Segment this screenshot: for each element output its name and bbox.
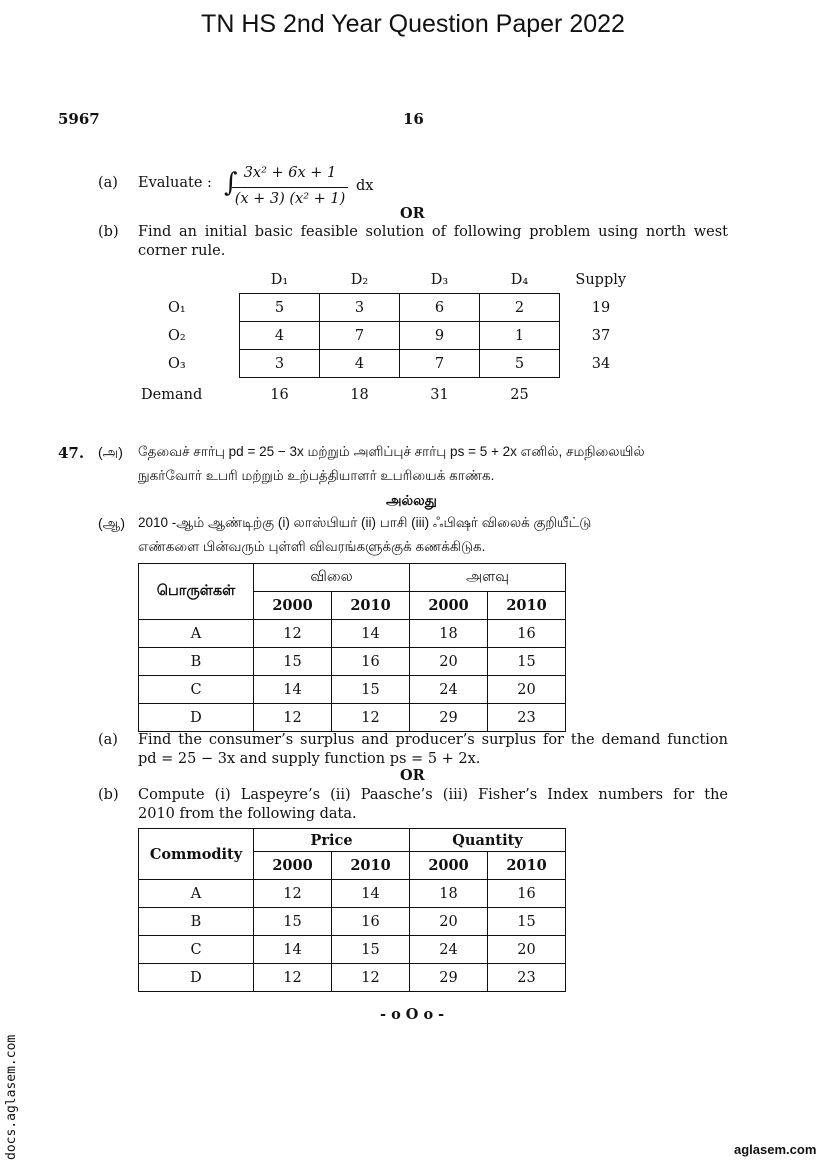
table-cell: 9 bbox=[400, 322, 480, 350]
table-cell: 29 bbox=[410, 964, 488, 992]
table-cell: 7 bbox=[400, 350, 480, 378]
table-cell: 20 bbox=[488, 936, 566, 964]
table-cell: 15 bbox=[254, 908, 332, 936]
table-cell: 29 bbox=[410, 704, 488, 732]
table-row bbox=[139, 908, 566, 936]
row-label: O₁ bbox=[168, 299, 186, 316]
table-header: Quantity bbox=[410, 829, 566, 852]
integral-denominator: (x + 3) (x² + 1) bbox=[234, 191, 346, 207]
table-cell: 20 bbox=[410, 648, 488, 676]
table-cell: 4 bbox=[320, 350, 400, 378]
demand-value: 18 bbox=[350, 386, 369, 403]
table-cell: 15 bbox=[254, 648, 332, 676]
table-cell: 12 bbox=[254, 620, 332, 648]
year-header: 2000 bbox=[410, 592, 488, 620]
table-cell: 15 bbox=[488, 908, 566, 936]
q47-en-a-label: (a) bbox=[98, 732, 118, 748]
col-header: D₂ bbox=[350, 271, 369, 288]
table-cell: 23 bbox=[488, 964, 566, 992]
table-row bbox=[139, 880, 566, 908]
demand-value: 25 bbox=[510, 386, 529, 403]
table-cell: 24 bbox=[410, 676, 488, 704]
site-link[interactable]: aglasem.com bbox=[734, 1142, 817, 1157]
table-cell: C bbox=[139, 936, 254, 964]
year-header: 2010 bbox=[332, 852, 410, 880]
table-header: Price bbox=[254, 829, 410, 852]
year-header: 2010 bbox=[488, 852, 566, 880]
table-cell: 4 bbox=[240, 322, 320, 350]
fraction-line bbox=[232, 187, 348, 188]
table-cell: 20 bbox=[410, 908, 488, 936]
table-cell: 12 bbox=[332, 964, 410, 992]
table-cell: 23 bbox=[488, 704, 566, 732]
q47-en-a-line: pd = 25 − 3x and supply function ps = 5 + 2x. bbox=[138, 751, 481, 767]
table-cell: 15 bbox=[488, 648, 566, 676]
table-cell: B bbox=[139, 908, 254, 936]
watermark-text: docs.aglasem.com bbox=[4, 1034, 19, 1160]
page-number: 16 bbox=[403, 110, 424, 128]
q47-ta-b-label: (ஆ) bbox=[98, 515, 126, 531]
table-cell: 14 bbox=[332, 620, 410, 648]
table-cell: 12 bbox=[254, 964, 332, 992]
table-cell: C bbox=[139, 676, 254, 704]
integral-numerator: 3x² + 6x + 1 bbox=[243, 165, 337, 181]
table-header: விலை bbox=[254, 564, 410, 592]
col-header: D₄ bbox=[510, 271, 529, 288]
supply-value: 37 bbox=[591, 327, 611, 344]
watermark bbox=[4, 1000, 34, 1160]
page-title: TN HS 2nd Year Question Paper 2022 bbox=[201, 10, 625, 38]
row-label: O₂ bbox=[168, 327, 186, 344]
table-row bbox=[139, 936, 566, 964]
row-label: O₃ bbox=[168, 355, 186, 372]
demand-row bbox=[140, 378, 642, 412]
transportation-table bbox=[140, 266, 642, 412]
table-cell: 6 bbox=[400, 294, 480, 322]
q47-en-b-label: (b) bbox=[98, 787, 119, 803]
table-cell: B bbox=[139, 648, 254, 676]
table-header: அளவு bbox=[410, 564, 566, 592]
table-cell: 12 bbox=[254, 704, 332, 732]
q47-ta-a-line: நுகர்வோர் உபரி மற்றும் உற்பத்தியாளர் உபரியைக் காண்க. bbox=[138, 468, 495, 483]
q47-en-b-line: 2010 from the following data. bbox=[138, 806, 357, 822]
or-divider-tamil: அல்லது bbox=[386, 492, 437, 508]
table-row bbox=[139, 964, 566, 992]
year-header: 2010 bbox=[332, 592, 410, 620]
table-cell: A bbox=[139, 620, 254, 648]
table-header: Commodity bbox=[139, 829, 254, 880]
table-row bbox=[139, 620, 566, 648]
year-header: 2000 bbox=[410, 852, 488, 880]
demand-value: 31 bbox=[430, 386, 449, 403]
q47-en-b-line: Compute (i) Laspeyre’s (ii) Paasche’s (iii) Fisher’s Index numbers for the bbox=[138, 787, 728, 803]
year-header: 2000 bbox=[254, 592, 332, 620]
table-cell: 5 bbox=[240, 294, 320, 322]
table-row bbox=[139, 648, 566, 676]
table-cell: 18 bbox=[410, 880, 488, 908]
table-row bbox=[140, 350, 642, 378]
integral-sign-icon: ∫ bbox=[224, 168, 238, 198]
table-cell: 16 bbox=[332, 908, 410, 936]
or-divider: OR bbox=[400, 767, 425, 784]
supply-header: Supply bbox=[575, 271, 627, 288]
table-cell: 15 bbox=[332, 676, 410, 704]
index-table-tamil bbox=[138, 563, 566, 732]
table-cell: 16 bbox=[488, 880, 566, 908]
col-header: D₁ bbox=[270, 271, 289, 288]
supply-value: 19 bbox=[591, 299, 611, 316]
col-header: D₃ bbox=[430, 271, 449, 288]
q47-en-a-line: Find the consumer’s surplus and producer’s surplus for the demand function bbox=[138, 732, 728, 748]
table-cell: D bbox=[139, 964, 254, 992]
table-row bbox=[140, 322, 642, 350]
end-mark: - o O o - bbox=[380, 1006, 445, 1023]
q47-ta-a-label: (அ) bbox=[98, 444, 123, 460]
q46-b-line: Find an initial basic feasible solution of following problem using north west bbox=[138, 224, 728, 240]
question-paper-code: 5967 bbox=[58, 110, 100, 128]
question-number: 47. bbox=[58, 444, 85, 462]
table-cell: 20 bbox=[488, 676, 566, 704]
demand-label: Demand bbox=[141, 386, 203, 403]
demand-value: 16 bbox=[270, 386, 289, 403]
table-cell: 5 bbox=[480, 350, 560, 378]
year-header: 2010 bbox=[488, 592, 566, 620]
table-cell: 3 bbox=[320, 294, 400, 322]
integral-dx: dx bbox=[356, 178, 374, 194]
table-cell: 2 bbox=[480, 294, 560, 322]
table-header: பொருள்கள் bbox=[139, 564, 254, 620]
q46-a-label: (a) bbox=[98, 175, 118, 191]
q47-ta-b-line: எண்களை பின்வரும் புள்ளி விவரங்களுக்குக் கணக்கிடுக. bbox=[138, 539, 486, 554]
table-row bbox=[140, 294, 642, 322]
or-divider: OR bbox=[400, 205, 425, 222]
table-cell: 16 bbox=[332, 648, 410, 676]
table-cell: 7 bbox=[320, 322, 400, 350]
q46-a-text: Evaluate : bbox=[138, 175, 212, 191]
table-cell: 3 bbox=[240, 350, 320, 378]
supply-value: 34 bbox=[591, 355, 611, 372]
table-cell: 24 bbox=[410, 936, 488, 964]
table-cell: 14 bbox=[332, 880, 410, 908]
table-cell: 14 bbox=[254, 676, 332, 704]
table-cell: 1 bbox=[480, 322, 560, 350]
table-row bbox=[139, 704, 566, 732]
table-cell: D bbox=[139, 704, 254, 732]
table-cell: A bbox=[139, 880, 254, 908]
table-cell: 16 bbox=[488, 620, 566, 648]
table-cell: 12 bbox=[332, 704, 410, 732]
table-cell: 18 bbox=[410, 620, 488, 648]
q47-ta-a-line: தேவைச் சார்பு pd = 25 − 3x மற்றும் அளிப்புச் சார்பு ps = 5 + 2x எனில், சமநிலையில் bbox=[138, 444, 645, 459]
year-header: 2000 bbox=[254, 852, 332, 880]
table-cell: 15 bbox=[332, 936, 410, 964]
table-row bbox=[139, 676, 566, 704]
index-table-english bbox=[138, 828, 566, 992]
table-cell: 14 bbox=[254, 936, 332, 964]
table-cell: 12 bbox=[254, 880, 332, 908]
q47-ta-b-line: 2010 -ஆம் ஆண்டிற்கு (i) லாஸ்பியர் (ii) பாசி (iii) ஃபிஷர் விலைக் குறியீட்டு bbox=[138, 515, 592, 530]
q46-b-label: (b) bbox=[98, 224, 119, 240]
q46-b-line: corner rule. bbox=[138, 243, 226, 259]
